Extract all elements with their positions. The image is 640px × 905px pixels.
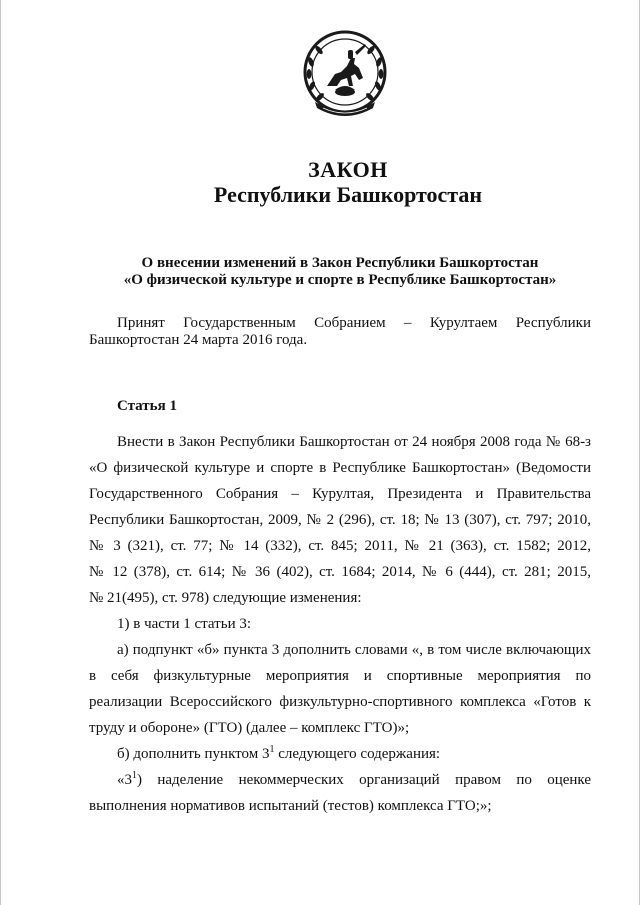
quote-superscript: 1 [132, 770, 137, 781]
document-subtitle: Республики Башкортостан [213, 182, 483, 207]
quote-line-2: выполнения нормативов испытаний (тестов) комплекса ГТО;»; [89, 798, 492, 814]
body-line-1: Внести в Закон Республики Башкортостан от 24 ноября 2008 года № 68-з [117, 434, 591, 450]
body-line-2: «О физической культуре и спорте в Республике Башкортостан» (Ведомости [89, 460, 591, 476]
item-b-text-end: следующего содержания: [274, 746, 441, 762]
item-a-line-4: труду и обороне» (ГТО) (далее – комплекс ГТО)»; [89, 720, 410, 736]
body-line-6: № 12 (378), ст. 614; № 36 (402), ст. 1684; 2014, № 6 (444), ст. 281; 2015, [89, 564, 591, 580]
article-title: Статья 1 [117, 398, 177, 414]
body-line-5: № 3 (321), ст. 77; № 14 (332), ст. 845; 2011, № 21 (363), ст. 1582; 2012, [89, 538, 591, 554]
body-line-4: Республики Башкортостан, 2009, № 2 (296), ст. 18; № 13 (307), ст. 797; 2010, [89, 512, 591, 528]
body-line-3: Государственного Собрания – Курултая, Президента и Правительства [89, 486, 591, 502]
quote-line-1-text: ) наделение некоммерческих организаций правом по оценке [137, 772, 591, 788]
item-1: 1) в части 1 статьи 3: [117, 616, 252, 632]
adopted-line-2: Башкортостан 24 марта 2016 года. [89, 332, 308, 348]
quote-prefix [117, 767, 137, 793]
law-heading-line-2: «О физической культуре и спорте в Республике Башкортостан» [123, 272, 557, 288]
body-line-7: № 21(495), ст. 978) следующие изменения: [89, 590, 362, 606]
item-b-superscript: 1 [269, 744, 275, 755]
item-a-line-2: в себя физкультурные мероприятия и спортивные мероприятия по [89, 668, 591, 684]
item-b [117, 741, 591, 767]
quote-number: «3 [117, 772, 132, 788]
item-a-line-3: реализации Всероссийского физкультурно-спортивного комплекса «Готов к [89, 694, 591, 710]
item-b-text: б) дополнить пунктом 3 [117, 746, 270, 762]
item-a-line-1: а) подпункт «б» пункта 3 дополнить словами «, в том числе включающих [117, 642, 591, 658]
law-heading-line-1: О внесении изменений в Закон Республики Башкортостан [141, 255, 539, 271]
quote-line-1 [117, 767, 591, 793]
bashkortostan-coat-of-arms-icon [301, 28, 389, 124]
document-title: ЗАКОН [308, 157, 388, 182]
adopted-line-1: Принят Государственным Собранием – Курултаем Республики [117, 315, 591, 331]
